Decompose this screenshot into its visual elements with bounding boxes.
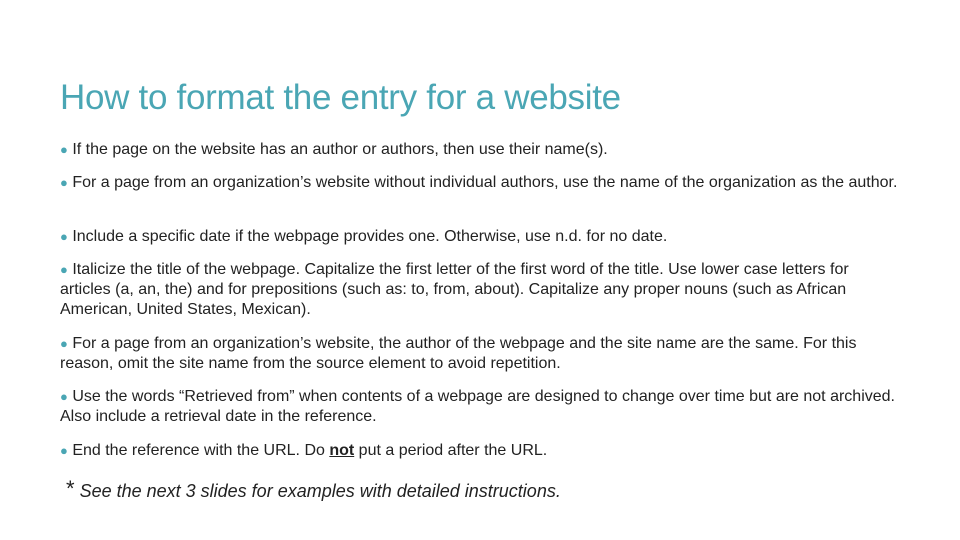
bullet-dot-icon: ● xyxy=(60,389,68,404)
bullet-item xyxy=(60,334,900,374)
bullet-text: put a period after the URL. xyxy=(354,442,548,459)
bullet-item xyxy=(60,173,900,193)
asterisk-icon: * xyxy=(66,476,75,501)
bullet-item xyxy=(60,227,900,247)
slide-title: How to format the entry for a website xyxy=(60,78,621,117)
bullet-dot-icon: ● xyxy=(60,262,68,277)
bullet-item xyxy=(60,260,900,320)
bullet-text: If the page on the website has an author or authors, then use their name(s). xyxy=(72,141,608,158)
bullet-text: For a page from an organization’s website, the author of the webpage and the site name are the same. For this reason, omit the site name from the source element to avoid repetition. xyxy=(60,335,857,372)
bullet-dot-icon: ● xyxy=(60,229,68,244)
footnote xyxy=(66,476,561,502)
bullet-text: Use the words “Retrieved from” when contents of a webpage are designed to change over time but are not archived. Also include a retrieval date in the reference. xyxy=(60,388,895,425)
bullet-dot-icon: ● xyxy=(60,336,68,351)
bullet-item xyxy=(60,441,900,461)
bullet-text: For a page from an organization’s website without individual authors, use the name of the organization as the author. xyxy=(72,174,898,191)
bullet-text: Include a specific date if the webpage provides one. Otherwise, use n.d. for no date. xyxy=(72,228,668,245)
bullet-emphasis: not xyxy=(329,442,355,459)
bullet-text: Italicize the title of the webpage. Capitalize the first letter of the first word of the title. Use lower case letters for articles (a, an, the) and for prepositions (such as: to, from, about). Capitalize any proper nouns (such as African American, United States, Mexican). xyxy=(60,261,849,318)
bullet-item xyxy=(60,387,900,427)
bullet-dot-icon: ● xyxy=(60,175,68,190)
footnote-text: See the next 3 slides for examples with detailed instructions. xyxy=(79,481,561,501)
bullet-item xyxy=(60,140,900,160)
bullet-dot-icon: ● xyxy=(60,443,68,458)
bullet-dot-icon: ● xyxy=(60,142,68,157)
bullet-text: End the reference with the URL. Do xyxy=(72,442,330,459)
